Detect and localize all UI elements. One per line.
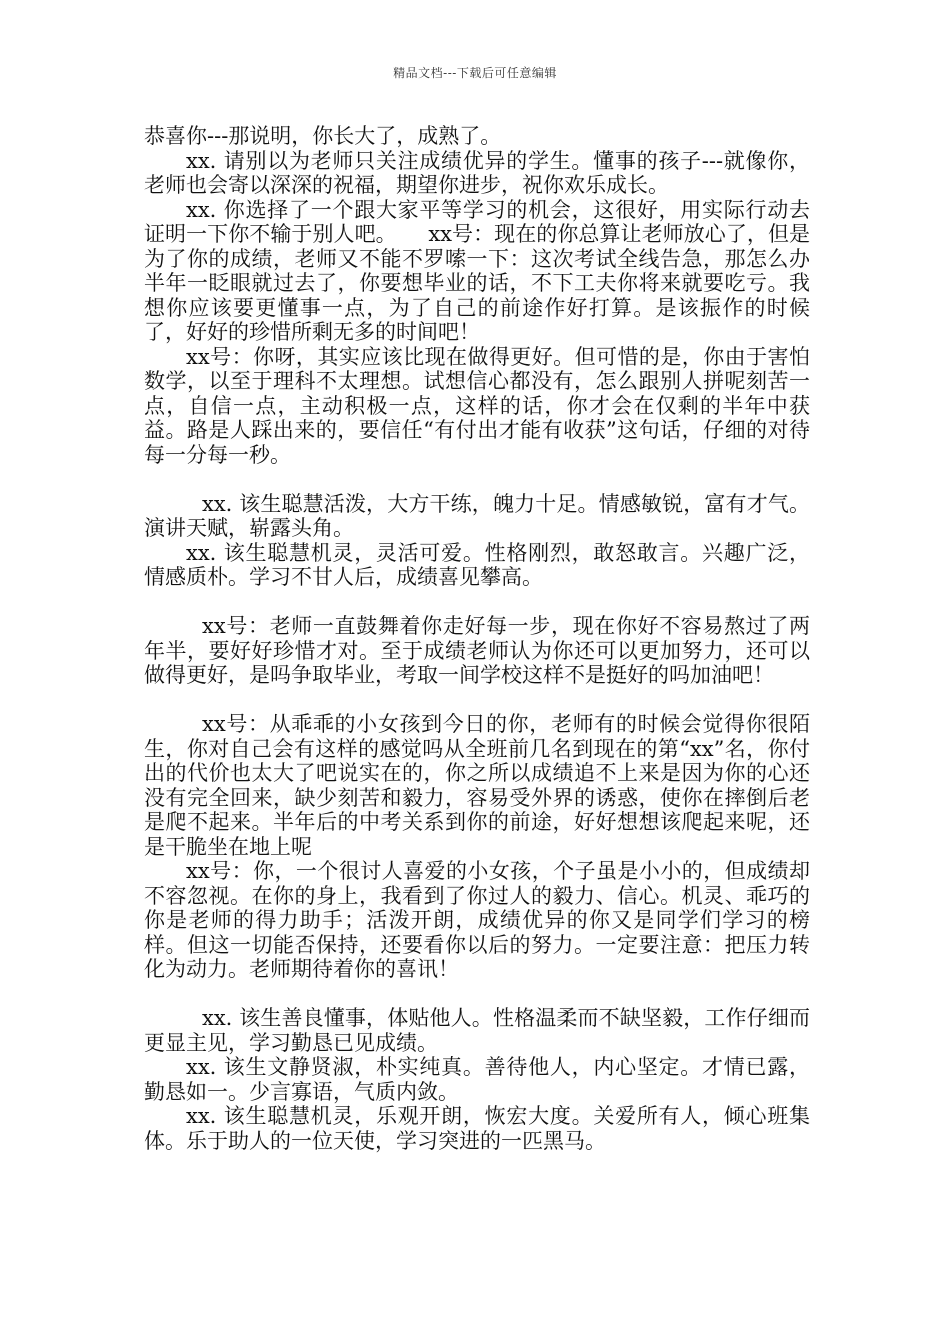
paragraph-gap [144,467,810,492]
paragraph-gap [144,688,810,713]
paragraph-2: xx. 请别以为老师只关注成绩优异的学生。懂事的孩子---就像你，老师也会寄以深深的祝福，期望你进步，祝你欢乐成长。 [144,148,810,197]
paragraph-gap [144,590,810,615]
paragraph-9: xx号：你，一个很讨人喜爱的小女孩，个子虽是小小的，但成绩却不容忽视。在你的身上，我看到了你过人的毅力、信心。机灵、乖巧的你是老师的得力助手；活泼开朗，成绩优异的你又是同学们学习的榜样。但这一切能否保持，还要看你以后的努力。一定要注意：把压力转化为动力。老师期待着你的喜讯！ [144,859,810,981]
paragraph-5: xx. 该生聪慧活泼，大方干练，魄力十足。情感敏锐，富有才气。演讲天赋，崭露头角。 [144,491,810,540]
paragraph-6: xx. 该生聪慧机灵，灵活可爱。性格刚烈，敢怒敢言。兴趣广泛，情感质朴。学习不甘人后，成绩喜见攀高。 [144,540,810,589]
paragraph-11: xx. 该生文静贤淑，朴实纯真。善待他人，内心坚定。才情已露，勤恳如一。少言寡语，气质内敛。 [144,1055,810,1104]
document-body [144,124,810,1153]
paragraph-1: 恭喜你---那说明，你长大了，成熟了。 [144,124,502,148]
paragraph-10: xx. 该生善良懂事，体贴他人。性格温柔而不缺坚毅，工作仔细而更显主见，学习勤恳已见成绩。 [144,1006,810,1055]
page-header: 精品文档---下载后可任意编辑 [393,66,557,80]
paragraph-gap [144,982,810,1007]
paragraph-4: xx号：你呀，其实应该比现在做得更好。但可惜的是，你由于害怕数学，以至于理科不太理想。试想信心都没有，怎么跟别人拼呢刻苦一点，自信一点，主动积极一点，这样的话，你才会在仅剩的半年中获益。路是人踩出来的，要信任“有付出才能有收获”这句话，仔细的对待每一分每一秒。 [144,344,810,467]
paragraph-7: xx号：老师一直鼓舞着你走好每一步，现在你好不容易熬过了两年半，要好好珍惜才对。至于成绩老师认为你还可以更加努力，还可以做得更好，是吗争取毕业，考取一间学校这样不是挺好的吗加油吧！ [144,614,810,687]
paragraph-8: xx号：从乖乖的小女孩到今日的你，老师有的时候会觉得你很陌生，你对自己会有这样的感觉吗从全班前几名到现在的第“xx”名，你付出的代价也太大了吧说实在的，你之所以成绩追不上来是因为你的心还没有完全回来，缺少刻苦和毅力，容易受外界的诱惑，使你在摔倒后老是爬不起来。半年后的中考关系到你的前途，好好想想该爬起来呢，还是干脆坐在地上呢 [144,712,810,859]
paragraph-12: xx. 该生聪慧机灵，乐观开朗，恢宏大度。关爱所有人，倾心班集体。乐于助人的一位天使，学习突进的一匹黑马。 [144,1104,810,1153]
paragraph-3: xx. 你选择了一个跟大家平等学习的机会，这很好，用实际行动去证明一下你不输于别人吧。 xx号：现在的你总算让老师放心了，但是为了你的成绩，老师又不能不罗嗦一下：这次考试全线告急，那怎么办半年一眨眼就过去了，你要想毕业的话，不下工夫你将来就要吃亏。我想你应该要更懂事一点，为了自己的前途作好打算。是该振作的时候了，好好的珍惜所剩无多的时间吧！ [144,197,810,344]
